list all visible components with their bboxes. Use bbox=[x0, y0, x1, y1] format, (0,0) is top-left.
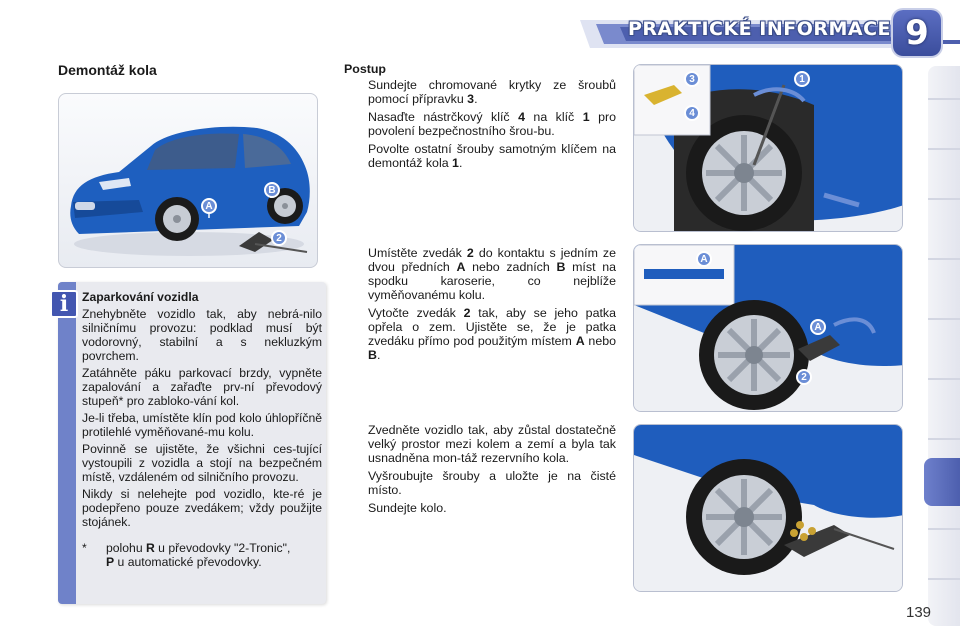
procedure-title: Postup bbox=[344, 62, 386, 76]
step-item: Nasaďte nástrčkový klíč 4 na klíč 1 pro povolení bezpečnostního šrou-bu. bbox=[344, 110, 616, 138]
jack-point-a-inset-label: A bbox=[696, 251, 712, 267]
info-title: Zaparkování vozidla bbox=[82, 290, 199, 304]
footnote-marker: * bbox=[82, 541, 87, 555]
step-item: Umístěte zvedák 2 do kontaktu s jedním ze dvou předních A nebo zadních B míst na spodku karoserie, co nejblíže vyměňovanému kolu. bbox=[344, 246, 616, 302]
socket-4-label: 4 bbox=[684, 105, 700, 121]
wheel-removal-photo bbox=[633, 424, 903, 592]
step-item: Zvedněte vozidlo tak, aby zůstal dostatečně velký prostor mezi kolem a zemí a byla tak usnadněna mon-táž rezervního kola. bbox=[344, 423, 616, 465]
chapter-tab-divider bbox=[928, 578, 960, 580]
wrench-1-label: 1 bbox=[794, 71, 810, 87]
bullet-icon bbox=[344, 501, 368, 515]
chapter-tab-divider bbox=[928, 258, 960, 260]
chapter-tab-divider bbox=[928, 198, 960, 200]
chapter-number: 9 bbox=[905, 13, 929, 53]
page-number: 139 bbox=[906, 604, 932, 621]
step-item: Vytočte zvedák 2 tak, aby se jeho patka opřela o zem. Ujistěte se, že je patka zvedáku přímo pod použitým místem A nebo B. bbox=[344, 306, 616, 362]
bullet-icon bbox=[344, 142, 368, 170]
wheel-photo-3 bbox=[634, 425, 903, 592]
bullet-icon bbox=[344, 110, 368, 138]
bullet-icon bbox=[344, 469, 368, 497]
bullet-icon bbox=[344, 246, 368, 302]
footnote-text: polohu R u převodovky "2-Tronic", P u automatické převodovky. bbox=[106, 541, 291, 569]
chapter-tab-divider bbox=[928, 98, 960, 100]
jack-point-a-label: A bbox=[810, 319, 826, 335]
car-jack-points-illustration bbox=[58, 93, 318, 268]
info-paragraph: Zatáhněte páku parkovací brzdy, vypněte zapalování a zařaďte prv-ní převodový stupeň* pro zabloko-vání kol. bbox=[82, 366, 322, 408]
info-paragraph: Je-li třeba, umístěte klín pod kolo úhlopříčně protilehlé vyměňované-mu kolu. bbox=[82, 411, 322, 439]
chapter-title: PRAKTICKÉ INFORMACE bbox=[628, 18, 892, 40]
wheel-photo-2 bbox=[634, 245, 903, 412]
steps-group-2 bbox=[344, 246, 616, 366]
tool-3-label: 3 bbox=[684, 71, 700, 87]
step-item: Sundejte chromované krytky ze šroubů pomocí přípravku 3. bbox=[344, 78, 616, 106]
info-paragraph: Znehybněte vozidlo tak, aby nebrá-nilo silničnímu provozu: podklad musí být vodorovný, stabilní a s nekluzkým povrchem. bbox=[82, 307, 322, 363]
chapter-tab-divider bbox=[928, 528, 960, 530]
jack-point-b-label: B bbox=[264, 182, 280, 198]
step-item: Povolte ostatní šrouby samotným klíčem na demontáž kola 1. bbox=[344, 142, 616, 170]
jack-label: 2 bbox=[271, 230, 287, 246]
step-item: Vyšroubujte šrouby a uložte je na čisté místo. bbox=[344, 469, 616, 497]
steps-group-3 bbox=[344, 423, 616, 519]
chapter-tab-divider bbox=[928, 378, 960, 380]
jack-positioning-photo bbox=[633, 244, 903, 412]
jack-point-a-label: A bbox=[201, 198, 217, 214]
wheel-bolt-removal-photo bbox=[633, 64, 903, 232]
info-paragraph: Nikdy si nelehejte pod vozidlo, kte-ré je podepřeno pouze zvedákem; vždy použijte stojánek. bbox=[82, 487, 322, 529]
info-box-bar bbox=[58, 282, 76, 604]
jack-2-label: 2 bbox=[796, 369, 812, 385]
footnote bbox=[82, 541, 322, 569]
step-item: Sundejte kolo. bbox=[344, 501, 616, 515]
steps-group-1 bbox=[344, 62, 616, 174]
bullet-icon bbox=[344, 306, 368, 362]
bullet-icon bbox=[344, 78, 368, 106]
info-paragraph: Povinně se ujistěte, že všichni ces-tující vystoupili z vozidla a stojí na bezpečném místě, vzdáleném od silničního provozu. bbox=[82, 442, 322, 484]
info-content bbox=[82, 290, 322, 569]
wheel-photo-1 bbox=[634, 65, 903, 232]
chapter-tab-divider bbox=[928, 148, 960, 150]
info-icon: i bbox=[50, 290, 78, 318]
chapter-tab-strip bbox=[928, 66, 960, 626]
bullet-icon bbox=[344, 423, 368, 465]
chapter-tab-active[interactable] bbox=[924, 458, 960, 506]
chapter-tab-divider bbox=[928, 318, 960, 320]
chapter-number-badge bbox=[893, 10, 941, 56]
chapter-tab-divider bbox=[928, 438, 960, 440]
section-title: Demontáž kola bbox=[58, 62, 157, 78]
